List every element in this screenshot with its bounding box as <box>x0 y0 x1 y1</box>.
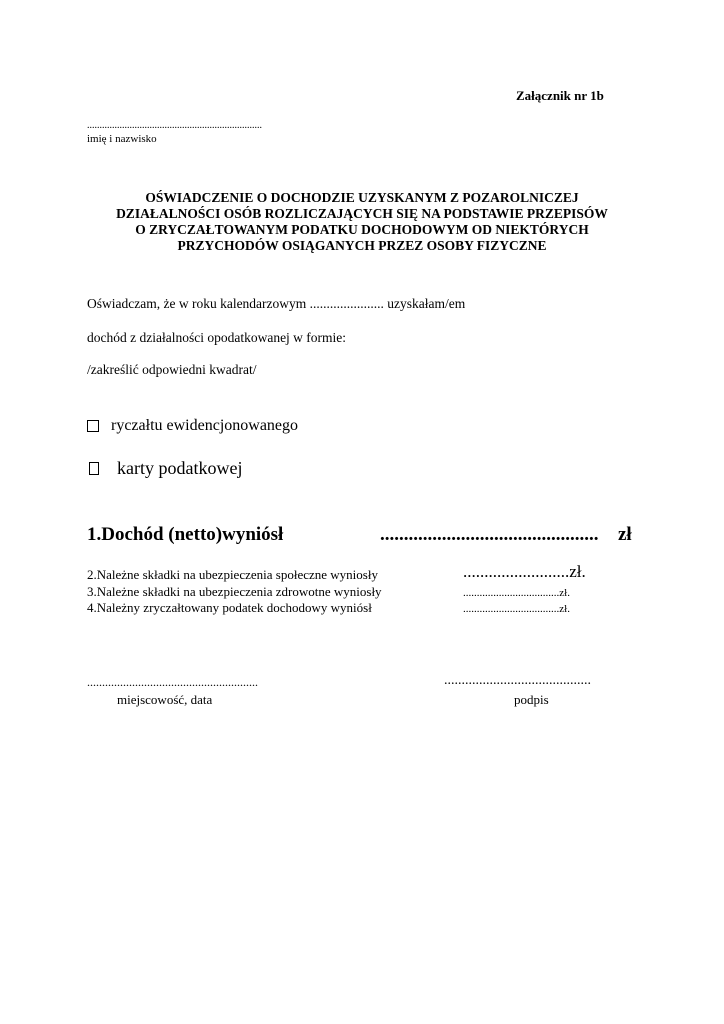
title-line-4: PRZYCHODÓW OSIĄGANYCH PRZEZ OSOBY FIZYCZNE <box>177 238 547 253</box>
net-income-label: 1.Dochód (netto)wyniósł <box>87 524 284 545</box>
lump-sum-tax-label: 4.Należny zryczałtowany podatek dochodowy wyniósł <box>87 600 372 615</box>
option-tax-card-label: karty podatkowej <box>117 458 243 478</box>
declaration-instruction: /zakreślić odpowiedni kwadrat/ <box>87 362 257 377</box>
annex-label: Załącznik nr 1b <box>516 88 604 103</box>
health-insurance-label: 3.Należne składki na ubezpieczenia zdrowotne wyniosły <box>87 584 382 599</box>
place-date-caption: miejscowość, data <box>117 692 213 707</box>
option-lump-sum-label: ryczałtu ewidencjonowanego <box>111 417 299 434</box>
name-dotted-line: ...................................................................... <box>87 120 262 131</box>
document-title <box>62 190 662 254</box>
health-insurance-value: ...................................zł. <box>463 587 570 599</box>
title-line-1: OŚWIADCZENIE O DOCHODZIE UZYSKANYM Z POZAROLNICZEJ <box>145 190 579 205</box>
net-income-dotted-line: .............................................. <box>380 524 599 545</box>
lump-sum-tax-value: ...................................zł. <box>463 603 570 615</box>
checkbox-square-icon[interactable] <box>89 462 99 475</box>
checkbox-square-icon[interactable] <box>87 420 99 432</box>
name-caption: imię i nazwisko <box>87 133 157 145</box>
declaration-line-2: dochód z działalności opodatkowanej w formie: <box>87 330 347 345</box>
signature-dotted-line: .......................................... <box>444 673 591 688</box>
social-insurance-label: 2.Należne składki na ubezpieczenia społeczne wyniosły <box>87 567 378 582</box>
net-income-unit: zł <box>618 524 632 545</box>
title-line-3: O ZRYCZAŁTOWANYM PODATKU DOCHODOWYM OD NIEKTÓRYCH <box>135 222 589 237</box>
place-date-dotted-line: ......................................................... <box>87 675 258 689</box>
social-insurance-value: .........................zł. <box>463 562 586 581</box>
title-line-2: DZIAŁALNOŚCI OSÓB ROZLICZAJĄCYCH SIĘ NA PODSTAWIE PRZEPISÓW <box>116 206 608 221</box>
declaration-line-1: Oświadczam, że w roku kalendarzowym ...................... uzyskałam/em <box>87 296 466 311</box>
option-lump-sum <box>87 417 298 435</box>
option-tax-card <box>87 458 242 479</box>
signature-caption: podpis <box>514 692 549 707</box>
